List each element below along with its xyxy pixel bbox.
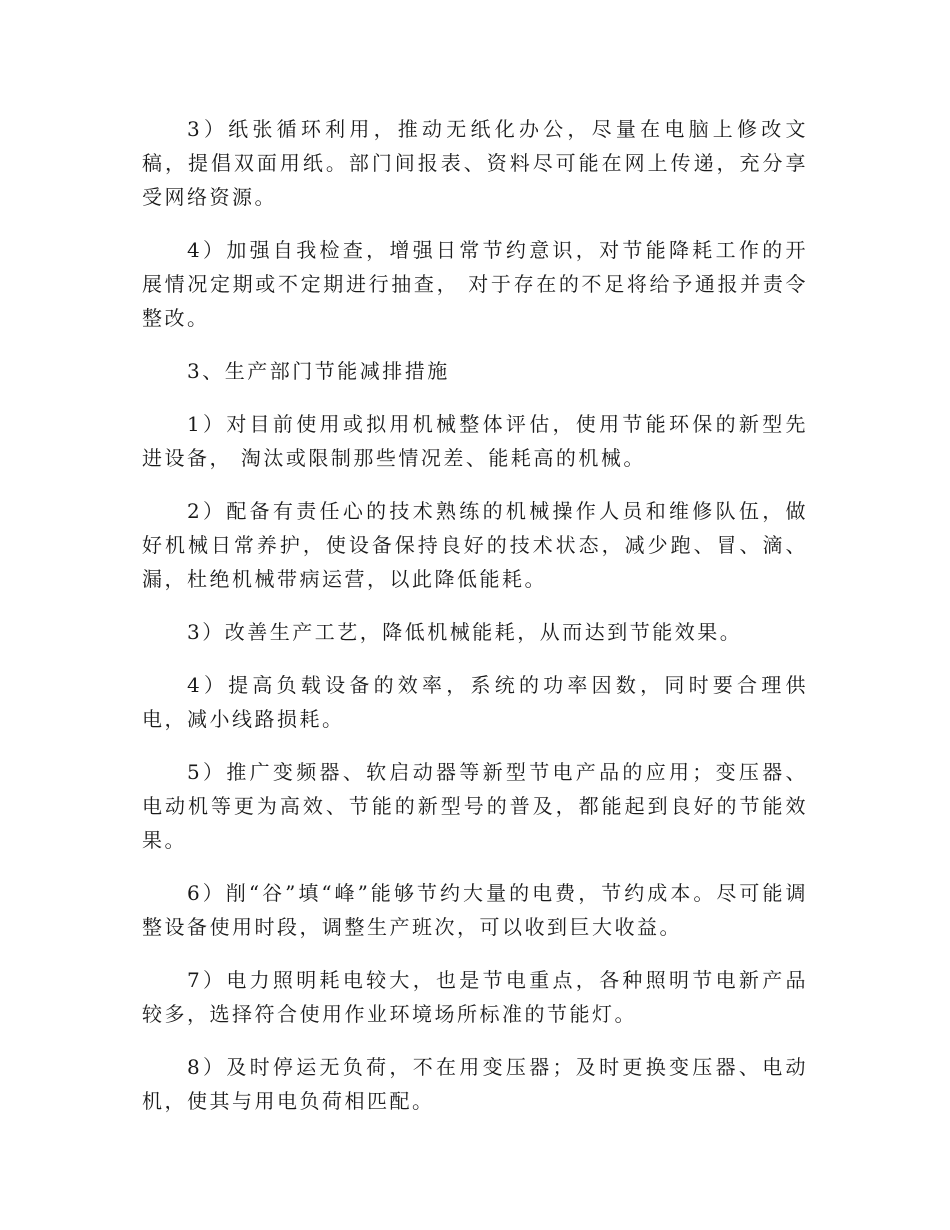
paragraph-process-improvement: 3）改善生产工艺，降低机械能耗，从而达到节能效果。 <box>187 620 743 644</box>
paragraph-paper-recycling: 3）纸张循环利用，推动无纸化办公，尽量在电脑上修改文稿，提倡双面用纸。部门间报表、资料尽可能在网上传递，充分享受网络资源。 <box>142 117 808 209</box>
paragraph-self-inspection: 4）加强自我检查，增强日常节约意识，对节能降耗工作的开展情况定期或不定期进行抽查， 对于存在的不足将给予通报并责令整改。 <box>142 238 808 330</box>
paragraph-maintenance-staff: 2）配备有责任心的技术熟练的机械操作人员和维修队伍，做好机械日常养护，使设备保持良好的技术状态，减少跑、冒、滴、漏，杜绝机械带病运营，以此降低能耗。 <box>142 499 808 591</box>
paragraph-load-efficiency: 4）提高负载设备的效率，系统的功率因数，同时要合理供电，减小线路损耗。 <box>142 673 808 731</box>
section-heading-production: 3、生产部门节能减排措施 <box>187 359 450 383</box>
paragraph-machinery-evaluation: 1）对目前使用或拟用机械整体评估，使用节能环保的新型先进设备， 淘汰或限制那些情况差、能耗高的机械。 <box>142 412 808 470</box>
paragraph-transformers: 8）及时停运无负荷，不在用变压器；及时更换变压器、电动机，使其与用电负荷相匹配。 <box>142 1055 808 1113</box>
paragraph-peak-valley: 6）削“谷”填“峰”能够节约大量的电费，节约成本。尽可能调整设备使用时段，调整生产班次，可以收到巨大收益。 <box>142 881 808 939</box>
paragraph-energy-saving-products: 5）推广变频器、软启动器等新型节电产品的应用；变压器、电动机等更为高效、节能的新型号的普及，都能起到良好的节能效果。 <box>142 760 808 852</box>
paragraph-lighting: 7）电力照明耗电较大，也是节电重点，各种照明节电新产品较多，选择符合使用作业环境场所标准的节能灯。 <box>142 968 808 1026</box>
document-body <box>142 112 808 1137</box>
